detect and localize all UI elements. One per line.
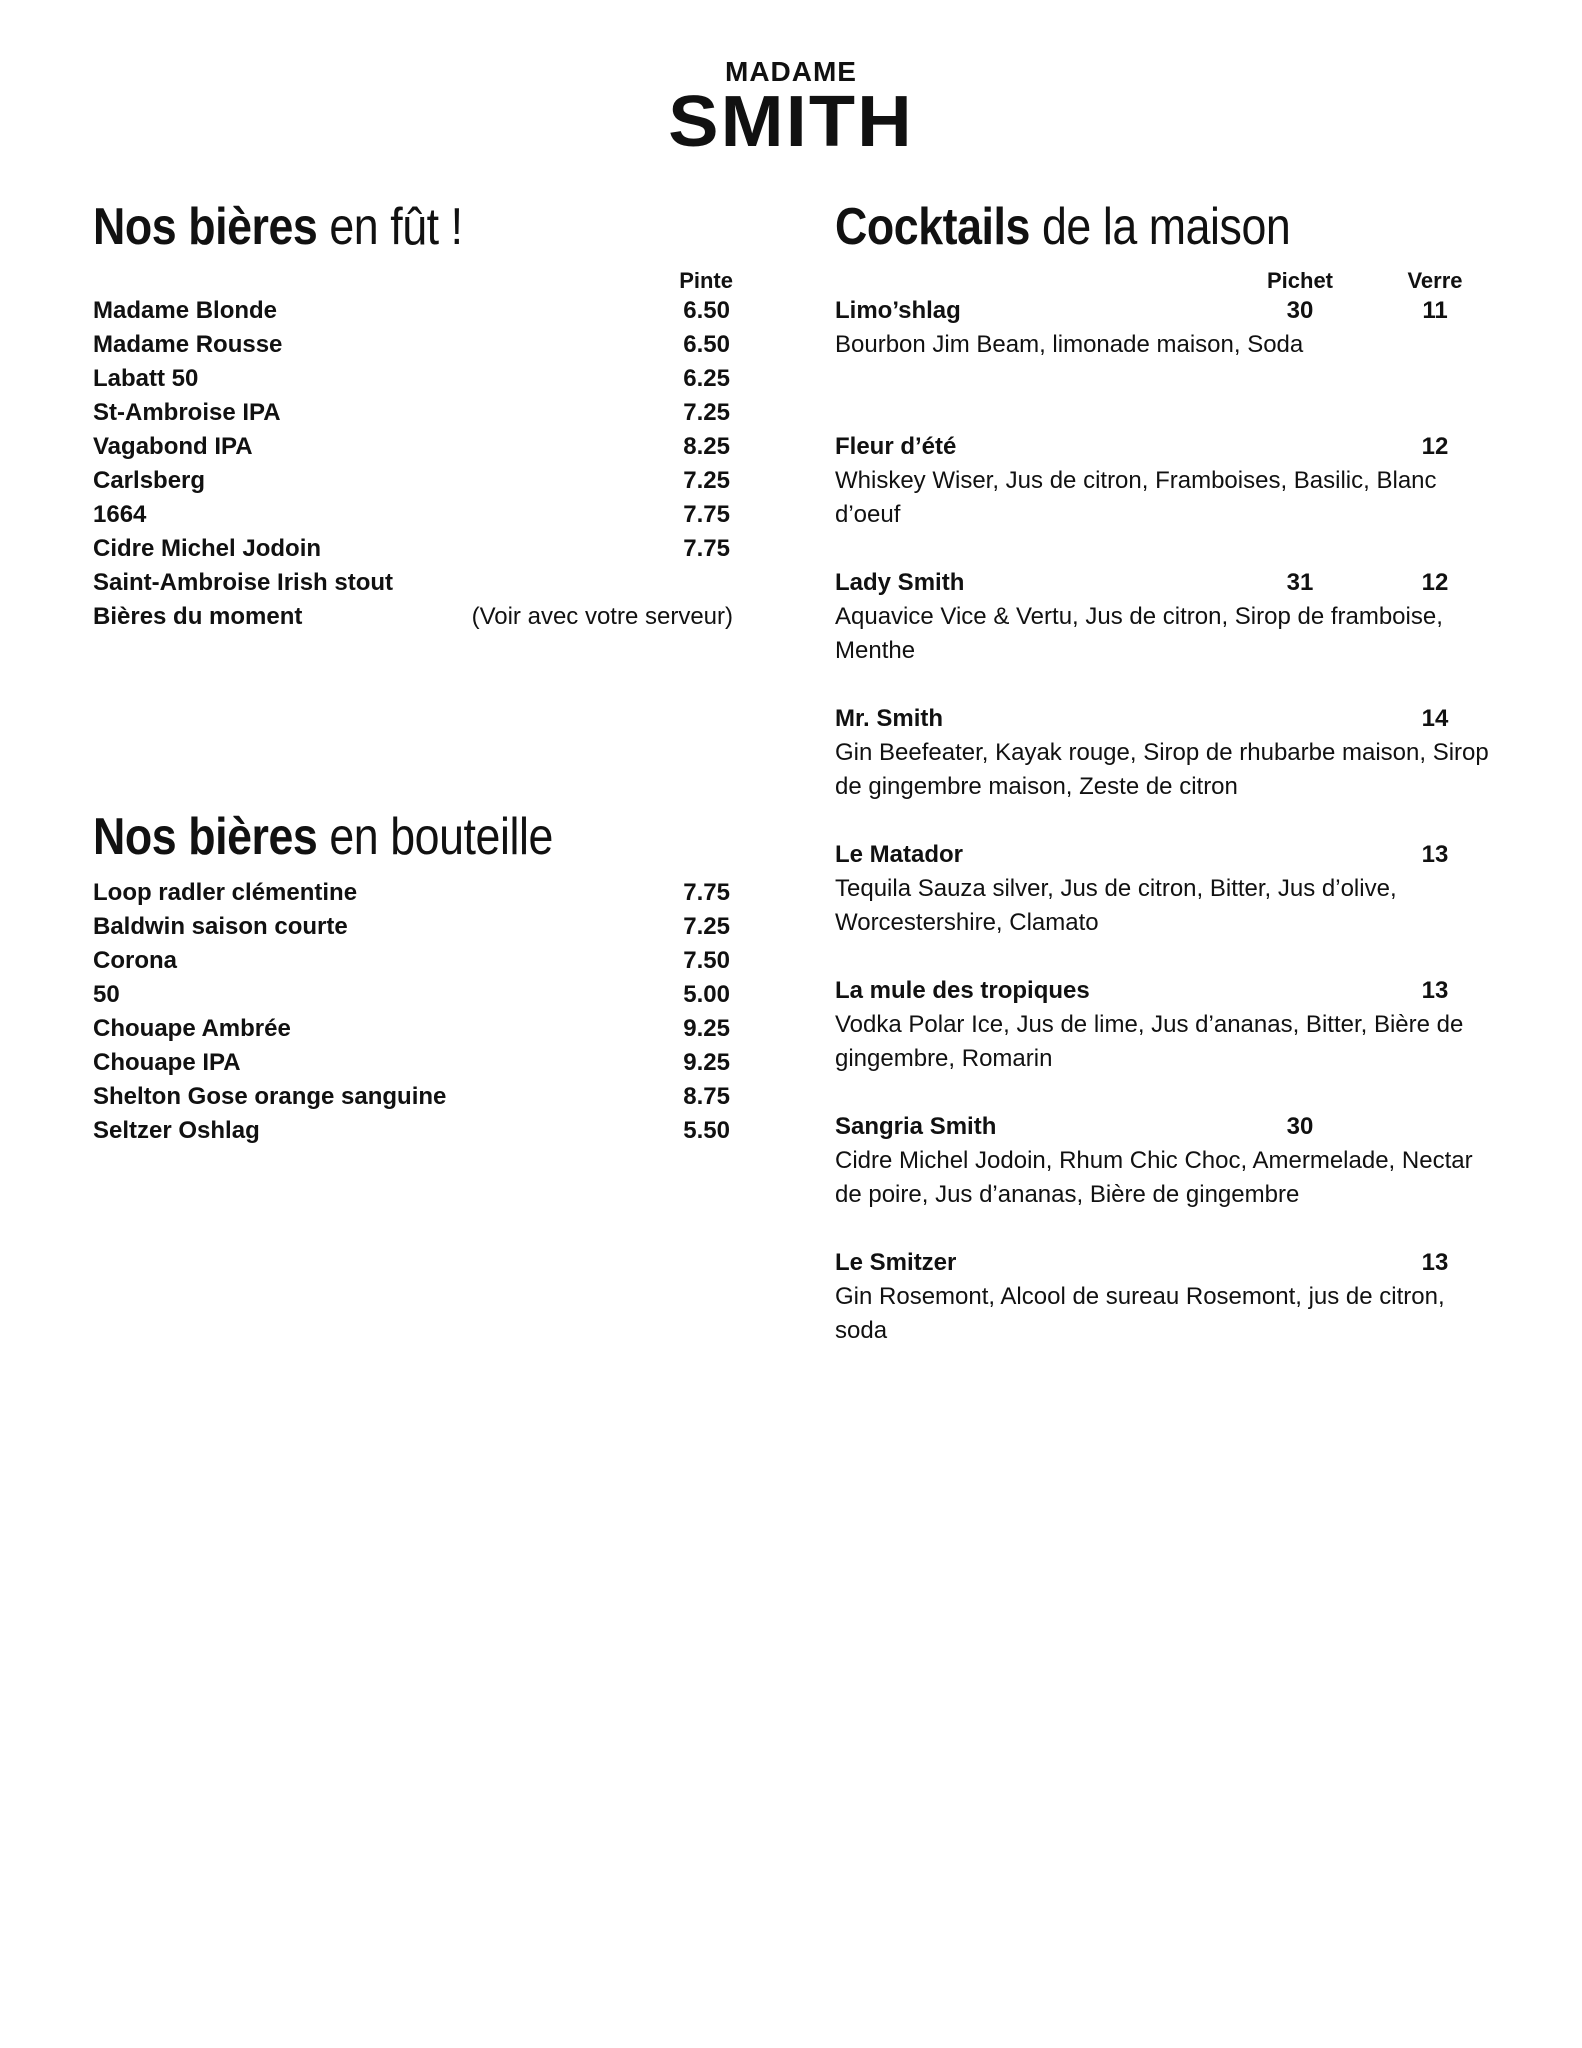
list-item — [93, 600, 733, 634]
cocktail-description: Whiskey Wiser, Jus de citron, Framboises, Basilic, Blanc d’oeuf — [835, 467, 1437, 528]
cocktail-name: Limo’shlag — [835, 297, 961, 324]
cocktail-description: Vodka Polar Ice, Jus de lime, Jus d’ananas, Bitter, Bière de gingembre, Romarin — [835, 1011, 1464, 1072]
cocktail-title-row — [835, 702, 1475, 736]
cocktails-title-rest: de la maison — [1029, 198, 1291, 256]
beer-price: 5.00 — [683, 981, 730, 1008]
list-item — [93, 1012, 733, 1046]
cocktail-verre-price: 13 — [1421, 1249, 1449, 1276]
cocktail-verre-price: 13 — [1421, 841, 1449, 868]
beer-note: (Voir avec votre serveur) — [471, 603, 733, 630]
beer-name: Madame Rousse — [93, 331, 283, 358]
draft-beer-title — [93, 196, 463, 258]
beer-name: Baldwin saison courte — [93, 913, 348, 940]
verre-header: Verre — [1407, 268, 1463, 293]
list-item — [93, 430, 733, 464]
beer-name: Bières du moment — [93, 603, 303, 630]
list-item — [93, 328, 733, 362]
list-item — [93, 1080, 733, 1114]
beer-price: 9.25 — [683, 1049, 730, 1076]
cocktail-pichet-price: 31 — [1286, 569, 1314, 596]
beer-name: Loop radler clémentine — [93, 879, 358, 906]
cocktails-title-bold: Cocktails — [835, 198, 1030, 256]
cocktail-description: Tequila Sauza silver, Jus de citron, Bitter, Jus d’olive, Worcestershire, Clamato — [835, 875, 1397, 936]
pichet-header: Pichet — [1266, 268, 1334, 293]
list-item — [93, 1114, 733, 1148]
list-item — [93, 294, 733, 328]
list-item — [93, 944, 733, 978]
list-item — [93, 498, 733, 532]
beer-name: 1664 — [93, 501, 147, 528]
beer-price: 6.50 — [683, 331, 730, 358]
list-item — [93, 532, 733, 566]
cocktail-title-row — [835, 294, 1475, 328]
beer-name: St-Ambroise IPA — [93, 399, 281, 426]
beer-name: Cidre Michel Jodoin — [93, 535, 322, 562]
beer-price: 8.25 — [683, 433, 730, 460]
beer-name: Labatt 50 — [93, 365, 199, 392]
list-item — [93, 1046, 733, 1080]
cocktails-title — [835, 196, 1290, 258]
cocktail-title-row — [835, 566, 1475, 600]
beer-price: 7.75 — [683, 535, 730, 562]
list-item — [93, 362, 733, 396]
cocktail-pichet-price: 30 — [1286, 297, 1314, 324]
list-item — [93, 396, 733, 430]
beer-price: 8.75 — [683, 1083, 730, 1110]
beer-name: Chouape IPA — [93, 1049, 241, 1076]
bottle-beer-title — [93, 806, 553, 868]
cocktail-title-row — [835, 974, 1475, 1008]
logo-madame: MADAME — [725, 56, 857, 87]
cocktail-verre-price: 11 — [1422, 297, 1448, 324]
draft-title-rest: en fût ! — [317, 198, 463, 256]
beer-price: 7.25 — [683, 467, 730, 494]
beer-price: 7.25 — [683, 913, 730, 940]
logo-smith: SMITH — [668, 82, 914, 162]
cocktail-verre-price: 12 — [1421, 433, 1449, 460]
beer-price: 9.25 — [683, 1015, 730, 1042]
cocktail-description: Bourbon Jim Beam, limonade maison, Soda — [835, 331, 1304, 358]
beer-name: Shelton Gose orange sanguine — [93, 1083, 447, 1110]
cocktail-verre-price: 12 — [1421, 569, 1449, 596]
cocktail-title-row — [835, 838, 1475, 872]
cocktail-name: Mr. Smith — [835, 705, 944, 732]
cocktail-name: La mule des tropiques — [835, 977, 1090, 1004]
cocktail-title-row — [835, 430, 1475, 464]
list-item — [93, 910, 733, 944]
beer-price: 7.50 — [683, 947, 730, 974]
beer-price: 6.25 — [683, 365, 730, 392]
cocktail-name: Lady Smith — [835, 569, 965, 596]
beer-name: Chouape Ambrée — [93, 1015, 291, 1042]
cocktail-title-row — [835, 1246, 1475, 1280]
cocktail-title-row — [835, 1110, 1475, 1144]
beer-price: 7.75 — [683, 879, 730, 906]
cocktail-name: Fleur d’été — [835, 433, 957, 460]
cocktail-description: Aquavice Vice & Vertu, Jus de citron, Sirop de framboise, Menthe — [835, 603, 1443, 664]
cocktail-description: Cidre Michel Jodoin, Rhum Chic Choc, Amermelade, Nectar de poire, Jus d’ananas, Bière de gingembre — [835, 1147, 1473, 1208]
beer-price: 5.50 — [683, 1117, 730, 1144]
cocktail-verre-price: 13 — [1421, 977, 1449, 1004]
beer-name: Corona — [93, 947, 177, 974]
cocktail-name: Sangria Smith — [835, 1113, 997, 1140]
beer-name: Saint-Ambroise Irish stout — [93, 569, 394, 596]
bottle-title-rest: en bouteille — [317, 808, 553, 866]
cocktail-pichet-price: 30 — [1286, 1113, 1314, 1140]
cocktail-name: Le Smitzer — [835, 1249, 957, 1276]
list-item — [93, 464, 733, 498]
cocktail-description: Gin Rosemont, Alcool de sureau Rosemont, jus de citron, soda — [835, 1283, 1445, 1344]
beer-price: 7.75 — [683, 501, 730, 528]
beer-price: 7.25 — [683, 399, 730, 426]
pinte-header: Pinte — [679, 268, 733, 293]
beer-name: Vagabond IPA — [93, 433, 253, 460]
cocktail-description: Gin Beefeater, Kayak rouge, Sirop de rhubarbe maison, Sirop de gingembre maison, Zeste de citron — [835, 739, 1489, 800]
beer-name: Madame Blonde — [93, 297, 278, 324]
beer-name: 50 — [93, 981, 120, 1008]
cocktail-name: Le Matador — [835, 841, 964, 868]
list-item — [93, 978, 733, 1012]
beer-price: 6.50 — [683, 297, 730, 324]
beer-name: Carlsberg — [93, 467, 206, 494]
cocktail-verre-price: 14 — [1421, 705, 1449, 732]
beer-name: Seltzer Oshlag — [93, 1117, 260, 1144]
draft-title-bold: Nos bières — [93, 198, 318, 256]
list-item — [93, 566, 733, 600]
bottle-title-bold: Nos bières — [93, 808, 318, 866]
list-item — [93, 876, 733, 910]
